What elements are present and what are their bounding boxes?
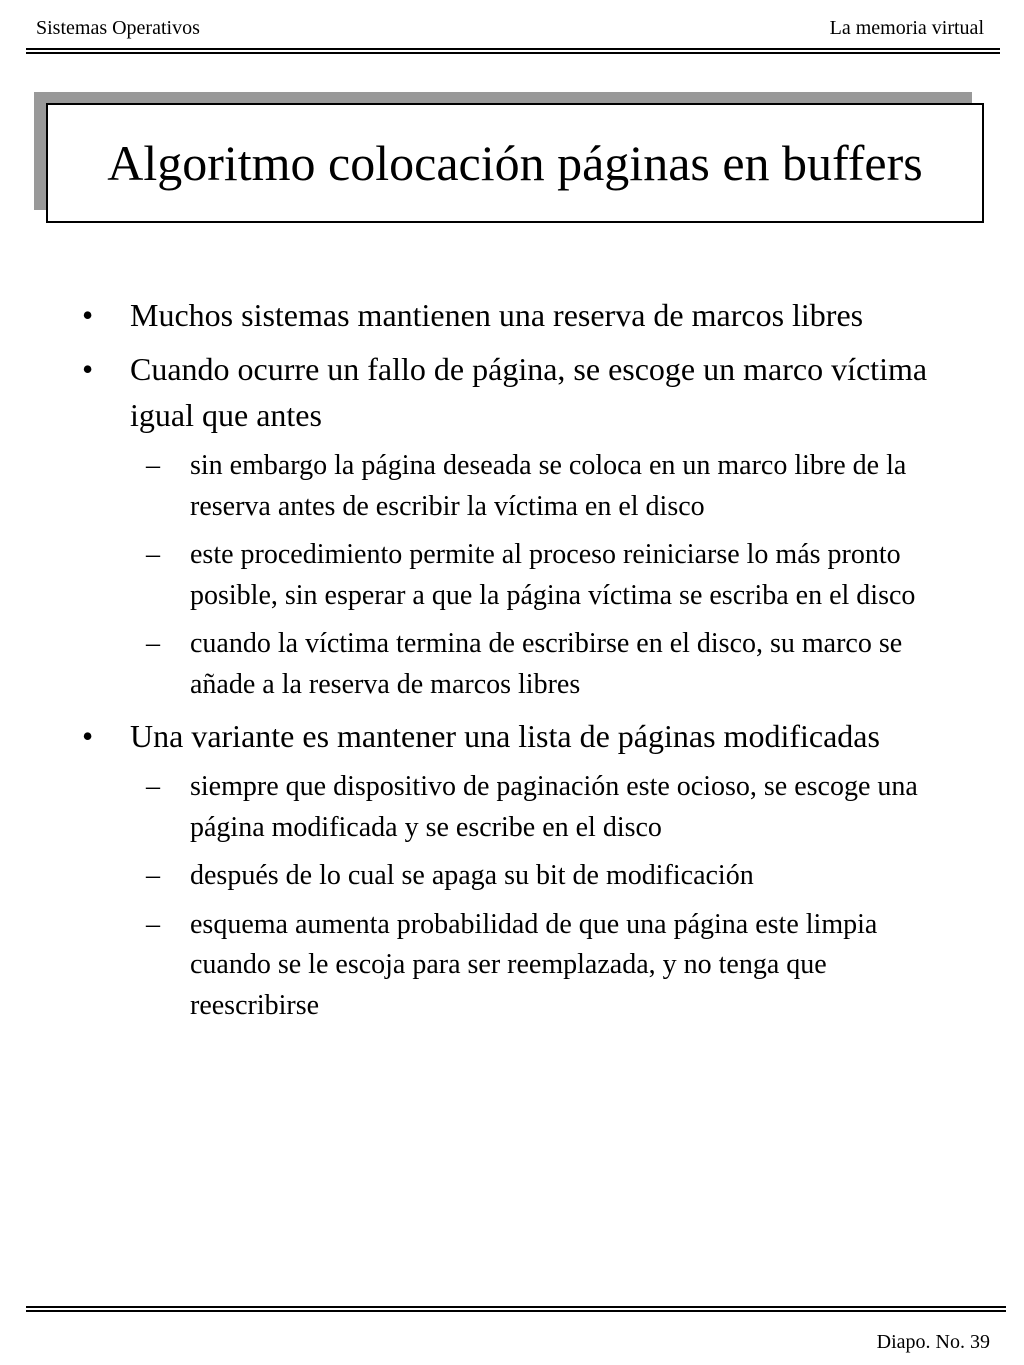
bullet-text: Una variante es mantener una lista de páginas modificadas <box>130 718 880 754</box>
bottom-double-rule <box>26 1306 1006 1312</box>
dash-marker: – <box>146 628 160 659</box>
slide-number: Diapo. No. 39 <box>876 1331 990 1353</box>
bullet-item <box>0 713 1024 759</box>
sub-bullet-text: sin embargo la página deseada se coloca en un marco libre de la reserva antes de escribir la víctima en el disco <box>190 450 907 522</box>
sub-bullet-item <box>0 446 1024 527</box>
slide-content <box>0 292 1024 1034</box>
dash-marker: – <box>146 860 160 891</box>
title-box <box>46 103 984 223</box>
dash-marker: – <box>146 450 160 481</box>
sub-bullet-item <box>0 624 1024 705</box>
sub-bullet-text: cuando la víctima termina de escribirse en el disco, su marco se añade a la reserva de marcos libres <box>190 628 903 700</box>
dash-marker: – <box>146 539 160 570</box>
bullet-marker: • <box>82 297 94 333</box>
bullet-text: Muchos sistemas mantienen una reserva de marcos libres <box>130 297 864 333</box>
sub-bullet-item <box>0 856 1024 897</box>
bullet-item <box>0 346 1024 438</box>
sub-bullet-text: después de lo cual se apaga su bit de modificación <box>190 860 754 891</box>
bullet-item <box>0 292 1024 338</box>
header-topic: La memoria virtual <box>829 17 984 39</box>
header-course-title: Sistemas Operativos <box>36 17 200 39</box>
bullet-text: Cuando ocurre un fallo de página, se escoge un marco víctima igual que antes <box>130 351 928 433</box>
sub-bullet-text: siempre que dispositivo de paginación este ocioso, se escoge una página modificada y se escribe en el disco <box>190 771 918 843</box>
slide-title: Algoritmo colocación páginas en buffers <box>107 135 923 191</box>
dash-marker: – <box>146 771 160 802</box>
bullet-marker: • <box>82 351 94 387</box>
sub-bullet-item <box>0 535 1024 616</box>
sub-bullet-text: esquema aumenta probabilidad de que una página este limpia cuando se le escoja para ser reemplazada, y no tenga que reescribirse <box>190 908 878 1021</box>
dash-marker: – <box>146 908 160 940</box>
sub-bullet-text: este procedimiento permite al proceso reiniciarse lo más pronto posible, sin esperar a que la página víctima se escriba en el disco <box>190 539 916 611</box>
sub-bullet-item <box>0 905 1024 1027</box>
top-double-rule <box>26 48 1000 54</box>
bullet-marker: • <box>82 718 94 754</box>
sub-bullet-item <box>0 767 1024 848</box>
